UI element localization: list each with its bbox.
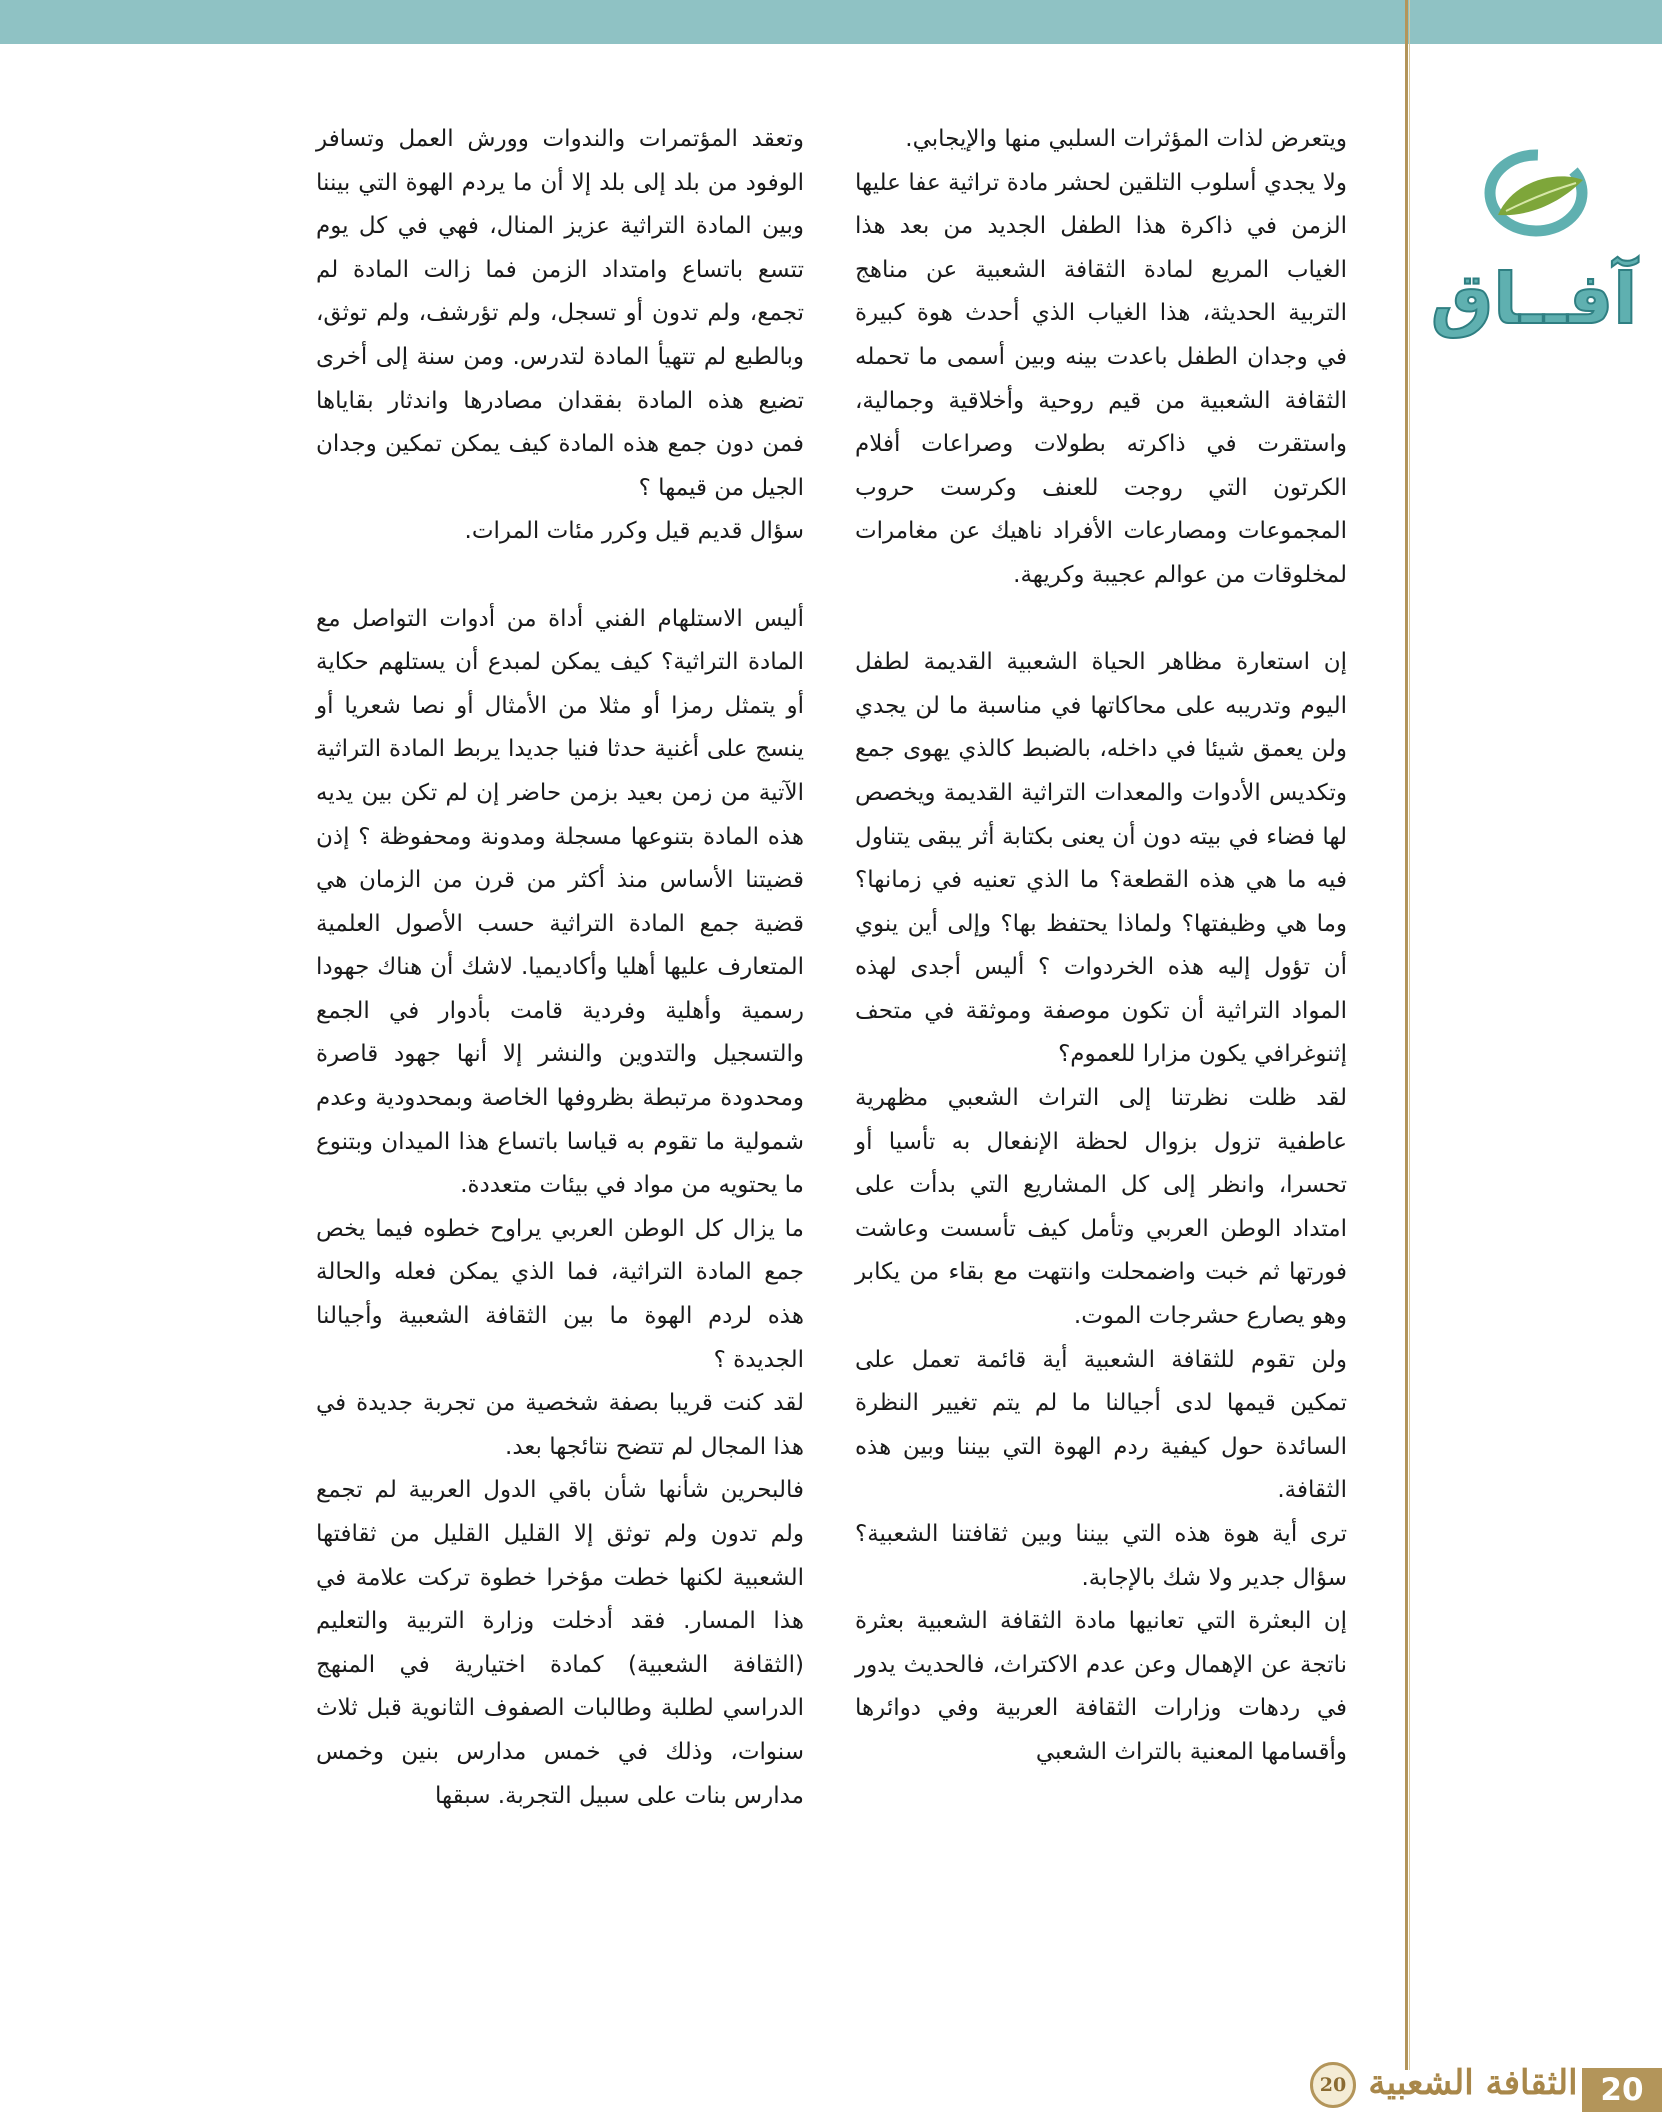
paragraph-gap — [316, 554, 804, 598]
paragraph: وتعقد المؤتمرات والندوات وورش العمل وتسافر الوفود من بلد إلى بلد إلا أن ما يردم الهوة التي بيننا وبين المادة التراثية عزيز المنال، فهي في كل يوم تتسع باتساع وامتداد الزمن فما زالت المادة لم تجمع، ولم تدون أو تسجل، ولم تؤرشف، ولم توثق، وبالطبع لم تتهيأ المادة لتدرس. ومن سنة إلى أخرى تضيع هذه المادة بفقدان مصادرها واندثار بقاياها فمن دون جمع هذه المادة كيف يمكن تمكين وجدان الجيل من قيمها ؟ — [316, 126, 804, 501]
paragraph: إن البعثرة التي تعانيها مادة الثقافة الشعبية بعثرة ناتجة عن الإهمال وعن عدم الاكتراث، فالحديث يدور في ردهات وزارات الثقافة العربية وفي دوائرها وأقسامها المعنية بالتراث الشعبي — [855, 1608, 1347, 1765]
top-color-band — [0, 0, 1662, 44]
vertical-divider-rule — [1405, 0, 1408, 2070]
vertical-divider-shadow — [1409, 0, 1410, 2070]
paragraph-gap — [855, 598, 1347, 642]
paragraph: أليس الاستلهام الفني أداة من أدوات التواصل مع المادة التراثية؟ كيف يمكن لمبدع أن يستلهم حكاية أو يتمثل رمزا أو مثلا من الأمثال أو نصا شعريا أو ينسج على أغنية حدثا فنيا جديدا يربط المادة التراثية الآتية من زمن بعيد بزمن حاضر إن لم تكن بين يديه هذه المادة بتنوعها مسجلة ومدونة ومحفوظة ؟ إذن قضيتنا الأساس منذ أكثر من قرن من الزمان هي قضية جمع المادة التراثية حسب الأصول العلمية المتعارف عليها أهليا وأكاديميا. لاشك أن هناك جهودا رسمية وأهلية وفردية قامت بأدوار في الجمع والتسجيل والتدوين والنشر إلا أنها جهود قاصرة ومحدودة مرتبطة بظروفها الخاصة وبمحدودية وعدم شمولية ما تقوم به قياسا باتساع هذا الميدان وبتنوع ما يحتويه من مواد في بيئات متعددة. — [316, 605, 804, 1199]
paragraph: ولن تقوم للثقافة الشعبية أية قائمة تعمل على تمكين قيمها لدى أجيالنا ما لم يتم تغيير النظرة السائدة حول كيفية ردم الهوة التي بيننا وبين هذه الثقافة. — [855, 1346, 1347, 1504]
paragraph: ولا يجدي أسلوب التلقين لحشر مادة تراثية عفا عليها الزمن في ذاكرة هذا الطفل الجديد من بعد هذا الغياب المريع لمادة الثقافة الشعبية عن مناهج التربية الحديثة، هذا الغياب الذي أحدث هوة كبيرة في وجدان الطفل باعدت بينه وبين أسمى ما تحمله الثقافة الشعبية من قيم روحية وأخلاقية وجمالية، واستقرت في ذاكرته بطولات وصراعات أفلام الكرتون التي روجت للعنف وكرست حروب المجموعات ومصارعات الأفراد ناهيك عن مغامرات لمخلوقات من عوالم عجيبة وكريهة. — [855, 169, 1347, 588]
paragraph: سؤال قديم قيل وكرر مئات المرات. — [464, 518, 804, 545]
paragraph: فالبحرين شأنها شأن باقي الدول العربية لم تجمع ولم تدون ولم توثق إلا القليل القليل من ثقافتها الشعبية لكنها خطت مؤخرا خطوة تركت علامة في هذا المسار. فقد أدخلت وزارة التربية والتعليم (الثقافة الشعبية) كمادة اختيارية في المنهج الدراسي لطلبة وطالبات الصفوف الثانوية قبل ثلاث سنوات، وذلك في خمس مدارس بنين وخمس مدارس بنات على سبيل التجربة. سبقها — [316, 1477, 804, 1809]
paragraph: ترى أية هوة هذه التي بيننا وبين ثقافتنا الشعبية؟ سؤال جدير ولا شك بالإجابة. — [855, 1521, 1347, 1591]
issue-number: 20 — [1319, 2074, 1347, 2096]
section-logo — [1418, 145, 1650, 355]
article-column-right — [855, 118, 1347, 1775]
magazine-name: الثقافة الشعبية — [1368, 2063, 1578, 2103]
paragraph: إن استعارة مظاهر الحياة الشعبية القديمة لطفل اليوم وتدريبه على محاكاتها في مناسبة ما لن يجدي ولن يعمق شيئا في داخله، بالضبط كالذي يهوى جمع وتكديس الأدوات والمعدات التراثية القديمة ويخصص لها فضاء في بيته دون أن يعنى بكتابة أثر يبقى يتناول فيه ما هي هذه القطعة؟ ما الذي تعنيه في زمانها؟ وما هي وظيفتها؟ ولماذا يحتفظ بها؟ وإلى أين ينوي أن تؤول إليه هذه الخردوات ؟ أليس أجدى لهذه المواد التراثية أن تكون موصفة وموثقة في متحف إثنوغرافي يكون مزارا للعموم؟ — [855, 649, 1347, 1068]
page-number: 20 — [1600, 2072, 1644, 2108]
paragraph: لقد كنت قريبا بصفة شخصية من تجربة جديدة في هذا المجال لم تتضح نتائجها بعد. — [316, 1390, 804, 1460]
section-title: آفــاق — [1430, 258, 1638, 340]
paragraph: ما يزال كل الوطن العربي يراوح خطوه فيما يخص جمع المادة التراثية، فما الذي يمكن فعله والحالة هذه لردم الهوة ما بين الثقافة الشعبية وأجيالنا الجديدة ؟ — [316, 1215, 804, 1373]
paragraph: ويتعرض لذات المؤثرات السلبي منها والإيجابي. — [905, 126, 1347, 152]
article-column-left — [316, 118, 804, 1818]
paragraph: لقد ظلت نظرتنا إلى التراث الشعبي مظهرية عاطفية تزول بزوال لحظة الإنفعال به تأسيا أو تحسرا، وانظر إلى كل المشاريع التي بدأت على امتداد الوطن العربي وتأمل كيف تأسست وعاشت فورتها ثم خبت واضمحلت وانتهت مع بقاء من يكابر وهو يصارع حشرجات الموت. — [855, 1085, 1347, 1330]
